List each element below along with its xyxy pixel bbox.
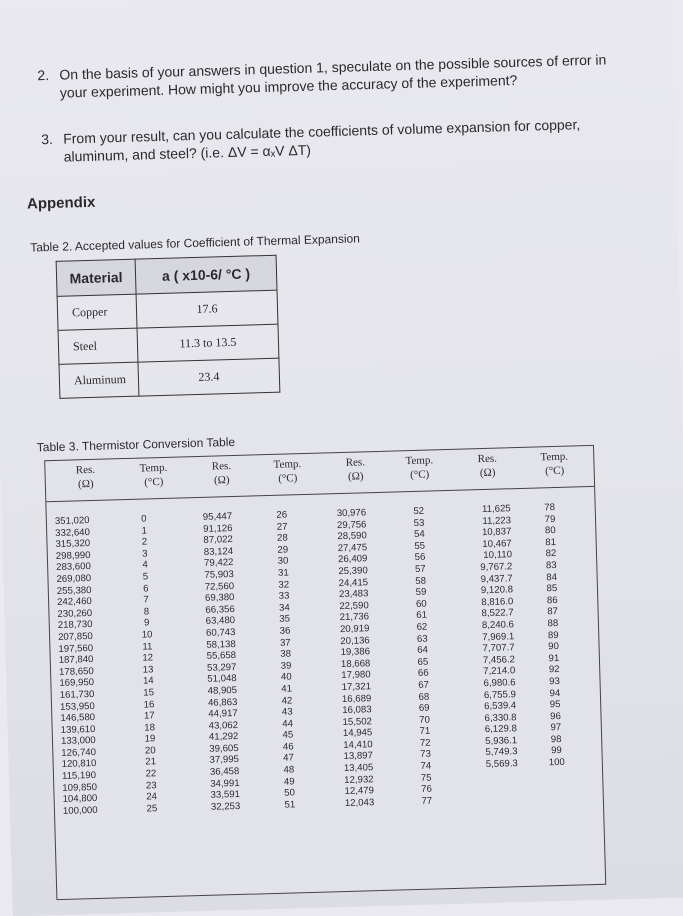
temperature-value: 46 [282, 741, 294, 753]
column-header [389, 453, 450, 483]
resistance-value: 37,995 [209, 754, 240, 767]
temperature-value: 77 [421, 795, 433, 807]
temperature-value: 98 [550, 733, 562, 746]
temperature-value: 85 [546, 583, 558, 595]
resistance-value: 24,415 [338, 576, 369, 589]
resistance-value: 298,990 [55, 549, 91, 562]
temperature-value: 20 [144, 745, 156, 757]
resistance-value: 16,083 [342, 704, 372, 717]
temperature-value: 83 [545, 559, 557, 572]
resistance-value: 33,591 [210, 789, 241, 801]
column-header-name: Res. [211, 460, 232, 473]
column-header [257, 457, 318, 487]
temperature-value: 76 [421, 783, 432, 796]
temperature-value: 63 [416, 633, 428, 645]
resistance-value: 197,560 [58, 642, 94, 655]
resistance-value: 27,475 [337, 542, 368, 554]
temperature-value: 78 [544, 502, 556, 514]
temperature-value: 81 [545, 536, 557, 549]
resistance-value: 9,120.8 [480, 584, 514, 597]
column-header-unit: (Ω) [479, 466, 496, 480]
resistance-value: 91,126 [202, 522, 233, 535]
temperature-value: 9 [143, 617, 150, 629]
column-header [123, 460, 184, 490]
resistance-value: 46,863 [207, 696, 238, 709]
column-header-unit: (°C) [410, 468, 430, 482]
resistance-value: 6,755.9 [483, 688, 517, 701]
temperature-value: 57 [414, 563, 426, 575]
resistance-value: 11,625 [481, 503, 511, 516]
appendix-heading: Appendix [26, 193, 96, 213]
resistance-value: 12,043 [344, 797, 375, 809]
resistance-value: 6,980.6 [483, 677, 516, 689]
temperature-value: 4 [142, 559, 148, 571]
resistance-value: 39,605 [209, 742, 239, 755]
resistance-value: 315,320 [55, 538, 91, 551]
temperature-value: 28 [276, 532, 288, 544]
resistance-value: 12,932 [344, 773, 374, 786]
resistance-value: 19,386 [340, 646, 371, 659]
column-header-name: Res. [75, 463, 96, 477]
column-header-name: Temp. [139, 461, 168, 475]
temperature-value: 99 [550, 745, 562, 757]
temperature-value: 90 [548, 641, 560, 653]
table2-caption: Table 2. Accepted values for Coefficient of Thermal Expansion [30, 231, 361, 255]
temperature-value: 48 [283, 764, 295, 776]
temperature-value: 59 [415, 586, 427, 599]
material-cell: Steel [58, 328, 138, 364]
resistance-value: 5,569.3 [485, 758, 518, 771]
temperature-value: 71 [419, 725, 431, 738]
resistance-value: 17,980 [341, 669, 371, 682]
temperature-value: 43 [281, 706, 293, 718]
coefficient-cell: 11.3 to 13.5 [137, 324, 279, 362]
resistance-value: 283,600 [56, 561, 92, 574]
temperature-value: 27 [276, 521, 288, 533]
resistance-value: 161,730 [59, 688, 95, 701]
resistance-value: 20,136 [340, 634, 370, 647]
temperature-value: 34 [278, 602, 290, 614]
temperature-value: 50 [284, 787, 296, 799]
resistance-value: 16,689 [341, 692, 372, 705]
temperature-value: 26 [276, 509, 288, 521]
resistance-value: 44,917 [208, 708, 238, 720]
resistance-value: 10,837 [481, 526, 512, 539]
temperature-value: 24 [146, 791, 158, 803]
temperature-value: 31 [277, 567, 289, 579]
temperature-value: 52 [413, 505, 425, 517]
temperature-value: 41 [281, 683, 293, 695]
column-header-unit: (Ω) [77, 477, 94, 491]
resistance-value: 7,707.7 [482, 642, 515, 655]
expansion-coefficient-table [56, 255, 281, 399]
resistance-value: 72,560 [204, 580, 235, 593]
resistance-value: 15,502 [342, 715, 373, 728]
resistance-value: 21,736 [339, 611, 370, 624]
resistance-value: 83,124 [203, 545, 234, 558]
temperature-value: 5 [142, 571, 149, 583]
resistance-value: 8,816.0 [481, 595, 514, 608]
resistance-value: 55,658 [206, 650, 237, 662]
temperature-value: 51 [284, 799, 296, 811]
temperature-value: 53 [413, 517, 425, 529]
temperature-value: 87 [547, 606, 559, 618]
res-column-4 [467, 503, 518, 771]
resistance-value: 104,800 [62, 793, 98, 806]
resistance-value: 8,522.7 [481, 607, 514, 620]
resistance-value: 9,767.2 [480, 561, 513, 574]
resistance-value: 66,356 [205, 603, 235, 616]
temperature-value: 14 [142, 675, 154, 687]
resistance-value: 29,756 [336, 518, 367, 531]
temperature-value: 13 [142, 664, 154, 676]
resistance-value: 8,240.6 [481, 619, 515, 632]
temperature-value: 72 [419, 737, 431, 749]
resistance-value: 6,330.8 [484, 711, 517, 724]
temperature-value: 66 [417, 667, 429, 680]
resistance-value: 187,840 [58, 654, 94, 667]
material-cell: Copper [57, 294, 137, 330]
temperature-value: 86 [546, 594, 558, 607]
resistance-value: 30,976 [336, 507, 367, 520]
resistance-value: 14,410 [343, 739, 373, 751]
temperature-value: 44 [282, 718, 294, 730]
temperature-value: 3 [141, 548, 148, 560]
column-header-unit: (°C) [544, 464, 565, 478]
column-header-unit: (°C) [144, 475, 164, 489]
resistance-value: 63,480 [205, 615, 236, 628]
resistance-value: 26,409 [337, 553, 368, 566]
temperature-value: 45 [282, 729, 294, 741]
temperature-value: 47 [283, 752, 295, 765]
temperature-value: 96 [550, 710, 561, 722]
temperature-value: 11 [142, 640, 153, 653]
temp-column-4 [535, 502, 572, 769]
resistance-value: 351,020 [54, 515, 90, 527]
resistance-value: 48,905 [207, 684, 238, 697]
temperature-value: 82 [545, 548, 557, 560]
resistance-value: 169,950 [59, 677, 95, 690]
table3-caption: Table 3. Thermistor Conversion Table [36, 434, 236, 455]
column-header-name: Temp. [273, 458, 302, 471]
resistance-value: 75,903 [204, 568, 234, 581]
resistance-value: 7,969.1 [482, 630, 515, 643]
question-number: 3. [40, 130, 54, 148]
resistance-value: 10,467 [482, 538, 512, 550]
resistance-value: 34,991 [210, 777, 240, 790]
temperature-value: 42 [281, 694, 293, 707]
resistance-value: 109,850 [62, 781, 98, 794]
temperature-value: 16 [143, 698, 155, 711]
resistance-value: 230,260 [57, 607, 93, 620]
resistance-value: 13,897 [343, 750, 374, 763]
resistance-value: 20,919 [339, 623, 370, 636]
temperature-value: 80 [544, 525, 556, 537]
question-text: On the basis of your answers in question 1, speculate on the possible sources of error in your experiment. How might you improve the accuracy of the experiment? [59, 51, 607, 101]
temperature-value: 38 [280, 648, 292, 660]
column-header [55, 462, 116, 492]
temp-column-1 [129, 513, 167, 815]
temperature-value: 61 [416, 609, 428, 622]
temperature-value: 64 [417, 644, 429, 657]
temperature-value: 21 [145, 756, 157, 769]
column-header [325, 455, 386, 485]
table-row [59, 358, 280, 398]
resistance-value: 41,292 [208, 731, 239, 744]
temperature-value: 67 [418, 679, 430, 691]
resistance-value: 87,022 [203, 534, 233, 547]
resistance-value: 12,479 [344, 785, 375, 798]
temp-column-3 [404, 505, 442, 807]
temperature-value: 69 [418, 702, 430, 714]
column-header [191, 458, 252, 488]
temperature-value: 30 [277, 555, 289, 568]
column-header-name: Res. [477, 452, 498, 466]
resistance-value: 11,223 [482, 514, 512, 527]
thermistor-conversion-table [44, 445, 606, 900]
temperature-value: 8 [143, 606, 150, 618]
temperature-value: 33 [278, 590, 290, 602]
temperature-value: 49 [283, 776, 295, 788]
temperature-value: 68 [418, 691, 430, 703]
temperature-value: 15 [143, 687, 155, 699]
resistance-value: 32,253 [210, 800, 241, 813]
material-cell: Aluminum [59, 362, 139, 398]
resistance-value: 95,447 [202, 511, 233, 523]
temperature-value: 55 [414, 540, 426, 552]
resistance-value: 22,590 [339, 600, 369, 612]
temperature-value: 89 [547, 629, 559, 641]
column-header-unit: (Ω) [213, 474, 230, 487]
resistance-value: 218,730 [57, 619, 93, 632]
column-header: Material [56, 259, 136, 296]
temperature-value: 88 [547, 617, 559, 630]
resistance-value: 115,190 [61, 770, 97, 782]
temperature-value: 93 [549, 675, 561, 688]
resistance-value: 7,456.2 [482, 653, 516, 666]
temperature-value: 17 [143, 710, 155, 722]
temperature-value: 95 [549, 699, 561, 711]
temperature-value: 79 [544, 513, 556, 525]
temperature-value: 92 [548, 664, 560, 676]
temperature-value: 84 [546, 571, 558, 583]
resistance-value: 23,483 [338, 588, 369, 601]
resistance-value: 133,000 [60, 735, 96, 748]
temperature-value: 36 [279, 625, 291, 637]
temperature-value: 7 [143, 594, 149, 606]
temperature-value: 75 [420, 772, 432, 784]
resistance-value: 5,936.1 [485, 735, 518, 747]
resistance-value: 36,458 [209, 766, 240, 778]
resistance-value: 79,422 [203, 557, 234, 570]
temperature-value: 58 [415, 575, 427, 587]
resistance-value: 18,668 [340, 657, 371, 670]
temperature-value: 73 [420, 749, 432, 761]
coefficient-cell: 23.4 [138, 358, 280, 396]
temperature-value: 12 [142, 652, 154, 664]
temperature-value: 2 [141, 536, 148, 548]
resistance-value: 17,321 [341, 681, 372, 693]
resistance-value: 242,460 [56, 596, 92, 609]
resistance-value: 100,000 [62, 804, 98, 817]
column-header-name: Res. [345, 456, 366, 469]
temperature-value: 37 [279, 636, 291, 649]
resistance-value: 51,048 [207, 673, 237, 686]
temperature-value: 22 [145, 768, 157, 780]
temp-column-2 [267, 509, 305, 811]
temperature-value: 32 [278, 579, 290, 591]
resistance-value: 14,945 [342, 727, 373, 740]
temperature-value: 18 [144, 721, 156, 734]
temperature-value: 70 [419, 714, 431, 726]
temperature-value: 10 [141, 629, 153, 641]
resistance-value: 6,539.4 [484, 700, 517, 713]
resistance-value: 60,743 [205, 626, 236, 639]
column-header-unit: (Ω) [347, 470, 364, 483]
column-header: a ( x10-6/ °C ) [135, 255, 277, 294]
resistance-value: 7,214.0 [483, 665, 516, 678]
temperature-value: 74 [420, 760, 432, 772]
temperature-value: 23 [145, 779, 157, 792]
resistance-value: 25,390 [338, 565, 368, 578]
resistance-value: 5,749.3 [485, 746, 518, 759]
resistance-value: 120,810 [61, 758, 97, 771]
resistance-value: 43,062 [208, 719, 239, 732]
temperature-value: 62 [416, 621, 428, 633]
column-header [457, 451, 518, 481]
res-column-1 [55, 515, 115, 818]
resistance-value: 53,297 [206, 661, 237, 674]
temperature-value: 0 [141, 513, 147, 525]
column-header-name: Temp. [540, 450, 569, 464]
question-number: 2. [37, 66, 50, 84]
resistance-value: 58,138 [206, 638, 236, 651]
temperature-value: 54 [413, 528, 425, 541]
resistance-value: 69,380 [204, 592, 235, 604]
temperature-value: 25 [146, 803, 158, 815]
resistance-value: 28,590 [337, 530, 367, 543]
temperature-value: 65 [417, 656, 429, 668]
temperature-value: 29 [277, 544, 289, 556]
temperature-value: 94 [549, 687, 561, 699]
res-column-2 [203, 511, 259, 814]
coefficient-cell: 17.6 [136, 290, 278, 328]
resistance-value: 332,640 [55, 526, 91, 539]
temperature-value: 97 [550, 722, 562, 734]
resistance-value: 9,437.7 [480, 572, 513, 585]
resistance-value: 10,110 [483, 549, 513, 562]
resistance-value: 126,740 [61, 746, 97, 759]
resistance-value: 207,850 [57, 630, 93, 643]
temperature-value: 35 [279, 613, 291, 626]
temperature-value: 1 [141, 525, 147, 537]
temperature-value: 39 [280, 660, 292, 672]
temperature-value: 56 [414, 552, 426, 564]
temperature-value: 60 [415, 598, 427, 610]
resistance-value: 255,380 [56, 584, 92, 597]
resistance-value: 178,650 [58, 665, 94, 678]
table-header-row [45, 446, 594, 502]
temperature-value: 100 [548, 756, 565, 769]
resistance-value: 153,950 [59, 700, 95, 713]
question-text: From your result, can you calculate the coefficients of volume expansion for copper, aluminum, and steel? (i.e. ΔV = αₓV ΔT) [62, 116, 581, 165]
resistance-value: 269,080 [56, 572, 92, 585]
temperature-value: 91 [548, 652, 560, 664]
temperature-value: 6 [142, 582, 149, 595]
resistance-value: 139,610 [60, 723, 96, 736]
resistance-value: 146,580 [60, 712, 96, 725]
column-header-name: Temp. [405, 454, 434, 468]
resistance-value: 13,405 [343, 762, 374, 775]
temperature-value: 19 [144, 733, 156, 745]
temperature-value: 40 [280, 671, 292, 684]
column-header [524, 449, 585, 479]
res-column-3 [337, 507, 393, 810]
column-header-unit: (°C) [278, 472, 298, 485]
resistance-value: 6,129.8 [484, 723, 518, 736]
